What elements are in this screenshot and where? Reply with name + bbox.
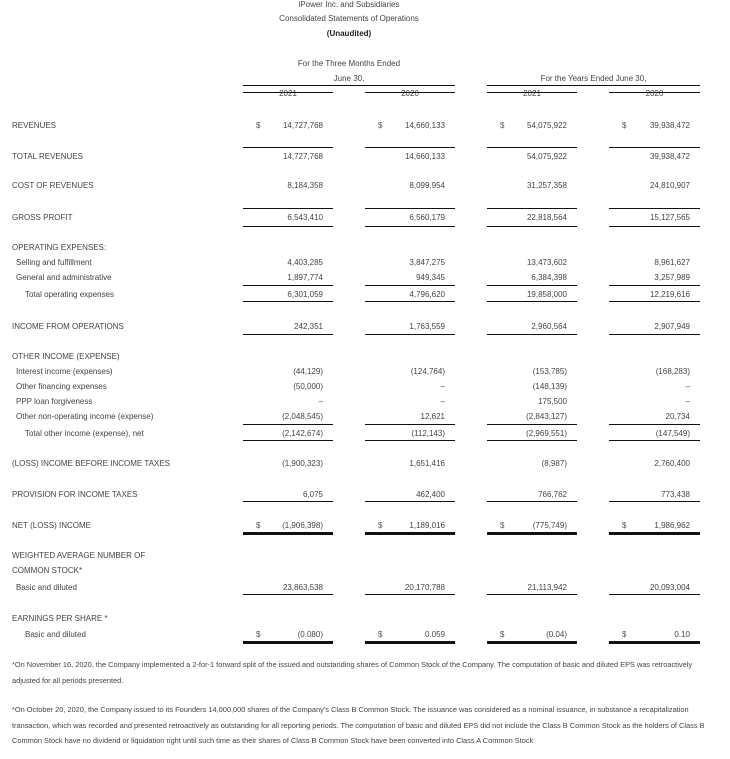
cell-value: (124,764) — [410, 367, 445, 376]
cell-value: – — [685, 397, 690, 406]
underline-rule — [243, 285, 333, 286]
cell-value: (2,969,551) — [526, 429, 567, 438]
cell-value: 8,184,358 — [287, 181, 323, 190]
underline-rule — [243, 226, 333, 227]
cell-value: 766,762 — [538, 490, 567, 499]
cell-value: 23,863,538 — [282, 583, 323, 592]
currency-symbol: $ — [500, 630, 505, 639]
row-label-selling: Selling and fulfillment — [16, 258, 92, 267]
underline-rule — [609, 501, 700, 502]
cell-value: 4,796,620 — [409, 290, 445, 299]
column-header: 2021 — [523, 89, 541, 98]
cell-value: 0.10 — [674, 630, 690, 639]
row-label-interest: Interest income (expenses) — [16, 367, 113, 376]
underline-rule — [609, 147, 700, 148]
cell-value: 22,818,564 — [526, 213, 567, 222]
double-underline-rule — [365, 532, 455, 535]
cell-value: (0.080) — [297, 630, 323, 639]
underline-rule — [365, 285, 455, 286]
row-label-weighted-avg-line2: COMMON STOCK* — [12, 566, 83, 575]
cell-value: (2,843,127) — [526, 412, 567, 421]
cell-value: 6,543,410 — [287, 213, 323, 222]
cell-value: 6,075 — [302, 490, 323, 499]
row-label-other-income: OTHER INCOME (EXPENSE) — [12, 352, 120, 361]
underline-rule — [365, 92, 455, 93]
underline-rule — [365, 440, 455, 441]
row-label-weighted-avg-line1: WEIGHTED AVERAGE NUMBER OF — [12, 551, 146, 560]
double-underline-rule — [365, 641, 455, 644]
cell-value: 1,986,962 — [654, 521, 690, 530]
cell-value: (1,900,323) — [282, 459, 323, 468]
cell-value: (2,048,545) — [282, 412, 323, 421]
currency-symbol: $ — [622, 521, 627, 530]
cell-value: – — [440, 382, 445, 391]
cell-value: 1,897,774 — [287, 273, 323, 282]
unaudited-label: (Unaudited) — [326, 29, 372, 38]
double-underline-rule — [487, 641, 577, 644]
cell-value: (168,283) — [655, 367, 690, 376]
underline-rule — [487, 594, 577, 595]
cell-value: 2,907,949 — [654, 322, 690, 331]
cell-value: 8,099,954 — [409, 181, 445, 190]
cell-value: 39,938,472 — [649, 152, 690, 161]
cell-value: (50,000) — [293, 382, 323, 391]
company-name: iPower Inc. and Subsidiaries — [298, 0, 400, 9]
underline-rule — [365, 301, 455, 302]
underline-rule — [365, 334, 455, 335]
cell-value: 8,961,627 — [654, 258, 690, 267]
underline-rule — [365, 424, 455, 425]
cell-value: 242,351 — [294, 322, 323, 331]
underline-rule — [609, 424, 700, 425]
cell-value: 462,400 — [416, 490, 445, 499]
currency-symbol: $ — [500, 121, 505, 130]
underline-rule — [243, 208, 333, 209]
currency-symbol: $ — [378, 521, 383, 530]
underline-rule — [487, 334, 577, 335]
currency-symbol: $ — [256, 121, 261, 130]
currency-symbol: $ — [256, 630, 261, 639]
double-underline-rule — [243, 532, 333, 535]
cell-value: 14,660,133 — [404, 121, 445, 130]
cell-value: 21,113,942 — [527, 583, 567, 592]
cell-value: 6,560,179 — [409, 213, 445, 222]
column-header: 2020 — [645, 89, 664, 98]
cell-value: (44,129) — [293, 367, 323, 376]
row-label-eps-basic: Basic and diluted — [25, 630, 86, 639]
underline-rule — [609, 92, 700, 93]
row-label-net-income: NET (LOSS) INCOME — [12, 521, 91, 530]
underline-rule — [487, 226, 577, 227]
header-rule — [487, 85, 700, 86]
row-label-cost-of-revenues: COST OF REVENUES — [12, 181, 94, 190]
cell-value: 19,858,000 — [526, 290, 567, 299]
double-underline-rule — [243, 641, 333, 644]
currency-symbol: $ — [622, 630, 627, 639]
cell-value: 39,938,472 — [649, 121, 690, 130]
cell-value: 1,763,559 — [409, 322, 445, 331]
row-label-operating-expenses: OPERATING EXPENSES: — [12, 243, 107, 252]
cell-value: 20,093,004 — [649, 583, 690, 592]
cell-value: 12,621 — [420, 412, 445, 421]
underline-rule — [243, 147, 333, 148]
underline-rule — [609, 594, 700, 595]
cell-value: 1,651,416 — [409, 459, 445, 468]
cell-value: – — [318, 397, 323, 406]
underline-rule — [243, 92, 333, 93]
row-label-other-financing: Other financing expenses — [16, 382, 107, 391]
double-underline-rule — [487, 532, 577, 535]
cell-value: 0.059 — [424, 630, 445, 639]
row-label-provision: PROVISION FOR INCOME TAXES — [12, 490, 138, 499]
cell-value: 2,760,400 — [654, 459, 690, 468]
underline-rule — [487, 285, 577, 286]
underline-rule — [487, 208, 577, 209]
cell-value: 6,301,059 — [287, 290, 323, 299]
underline-rule — [609, 440, 700, 441]
cell-value: 54,075,922 — [526, 121, 567, 130]
cell-value: 15,127,565 — [649, 213, 690, 222]
cell-value: 12,219,616 — [649, 290, 690, 299]
footnote-stock-split: *On November 16, 2020, the Company implemented a 2-for-1 forward split of the issued and outstanding shares of Common Stock of the Company. The computation of basic and diluted EPS was retroactively adjusted for all periods presented. — [12, 660, 693, 685]
cell-value: 20,170,788 — [404, 583, 445, 592]
underline-rule — [487, 301, 577, 302]
footnote-class-b: *On October 20, 2020, the Company issued to its Founders 14,000,000 shares of the Company's Class B Common Stock. The issuance was considered as a nominal issuance, in substance a recapitalization transaction, which was recorded and presented retroactively as outstanding for all reporting periods. The computation of basic and diluted EPS did not include the Class B Common Stock as the holders of Class B Common Stock have no dividend or liquidation right until such time as their shares of Class B Common Stock have been converted into Class A Common Stock — [12, 705, 705, 745]
header-rule — [243, 85, 455, 86]
currency-symbol: $ — [378, 630, 383, 639]
cell-value: 3,257,989 — [654, 273, 690, 282]
underline-rule — [487, 92, 577, 93]
row-label-general: General and administrative — [16, 273, 112, 282]
cell-value: 773,438 — [661, 490, 690, 499]
cell-value: 949,345 — [416, 273, 445, 282]
underline-rule — [609, 334, 700, 335]
cell-value: (2,142,674) — [282, 429, 323, 438]
currency-symbol: $ — [622, 121, 627, 130]
underline-rule — [609, 208, 700, 209]
underline-rule — [365, 208, 455, 209]
row-label-eps: EARNINGS PER SHARE * — [12, 614, 108, 623]
currency-symbol: $ — [500, 521, 505, 530]
underline-rule — [243, 440, 333, 441]
currency-symbol: $ — [378, 121, 383, 130]
statement-title: Consolidated Statements of Operations — [279, 14, 419, 23]
cell-value: 14,660,133 — [404, 152, 445, 161]
underline-rule — [487, 440, 577, 441]
column-header: 2021 — [279, 89, 297, 98]
row-label-revenues: REVENUES — [12, 121, 57, 130]
cell-value: 54,075,922 — [526, 152, 567, 161]
cell-value: 14,727,768 — [282, 121, 323, 130]
cell-value: (153,785) — [532, 367, 567, 376]
cell-value: (1,906,398) — [282, 521, 323, 530]
underline-rule — [609, 285, 700, 286]
cell-value: (147,549) — [655, 429, 690, 438]
row-label-total-other: Total other income (expense), net — [25, 429, 144, 438]
cell-value: (8,987) — [541, 459, 567, 468]
cell-value: 20,734 — [665, 412, 690, 421]
underline-rule — [365, 594, 455, 595]
cell-value: 2,960,564 — [531, 322, 567, 331]
row-label-gross-profit: GROSS PROFIT — [12, 213, 73, 222]
cell-value: 175,500 — [538, 397, 567, 406]
underline-rule — [243, 424, 333, 425]
row-label-income-ops: INCOME FROM OPERATIONS — [12, 322, 124, 331]
underline-rule — [487, 147, 577, 148]
cell-value: (0.04) — [546, 630, 567, 639]
underline-rule — [609, 226, 700, 227]
cell-value: 6,384,398 — [531, 273, 567, 282]
underline-rule — [609, 301, 700, 302]
column-header: 2020 — [401, 89, 419, 98]
underline-rule — [243, 594, 333, 595]
underline-rule — [243, 334, 333, 335]
row-label-other-nonop: Other non-operating income (expense) — [16, 412, 154, 421]
cell-value: 13,473,602 — [526, 258, 567, 267]
years-ended-heading: For the Years Ended June 30, — [540, 74, 647, 83]
row-label-ppp: PPP loan forgiveness — [16, 397, 93, 406]
double-underline-rule — [609, 532, 700, 535]
cell-value: 31,257,358 — [526, 181, 567, 190]
underline-rule — [243, 301, 333, 302]
row-label-shares-basic: Basic and diluted — [16, 583, 77, 592]
cell-value: 1,189,016 — [409, 521, 445, 530]
row-label-pretax: (LOSS) INCOME BEFORE INCOME TAXES — [12, 459, 170, 468]
underline-rule — [487, 424, 577, 425]
cell-value: (775,749) — [532, 521, 567, 530]
row-label-total-revenues: TOTAL REVENUES — [12, 152, 83, 161]
underline-rule — [365, 501, 455, 502]
cell-value: 24,810,907 — [649, 181, 690, 190]
three-months-heading: For the Three Months Ended — [297, 59, 401, 68]
double-underline-rule — [609, 641, 700, 644]
underline-rule — [365, 226, 455, 227]
three-months-date: June 30, — [333, 74, 365, 83]
cell-value: – — [685, 382, 690, 391]
cell-value: 4,403,285 — [287, 258, 323, 267]
cell-value: 3,847,275 — [409, 258, 445, 267]
underline-rule — [487, 501, 577, 502]
underline-rule — [365, 147, 455, 148]
currency-symbol: $ — [256, 521, 261, 530]
cell-value: 14,727,768 — [282, 152, 323, 161]
underline-rule — [243, 501, 333, 502]
cell-value: (112,143) — [411, 429, 445, 438]
cell-value: (148,139) — [532, 382, 567, 391]
cell-value: – — [440, 397, 445, 406]
row-label-total-opex: Total operating expenses — [25, 290, 114, 299]
